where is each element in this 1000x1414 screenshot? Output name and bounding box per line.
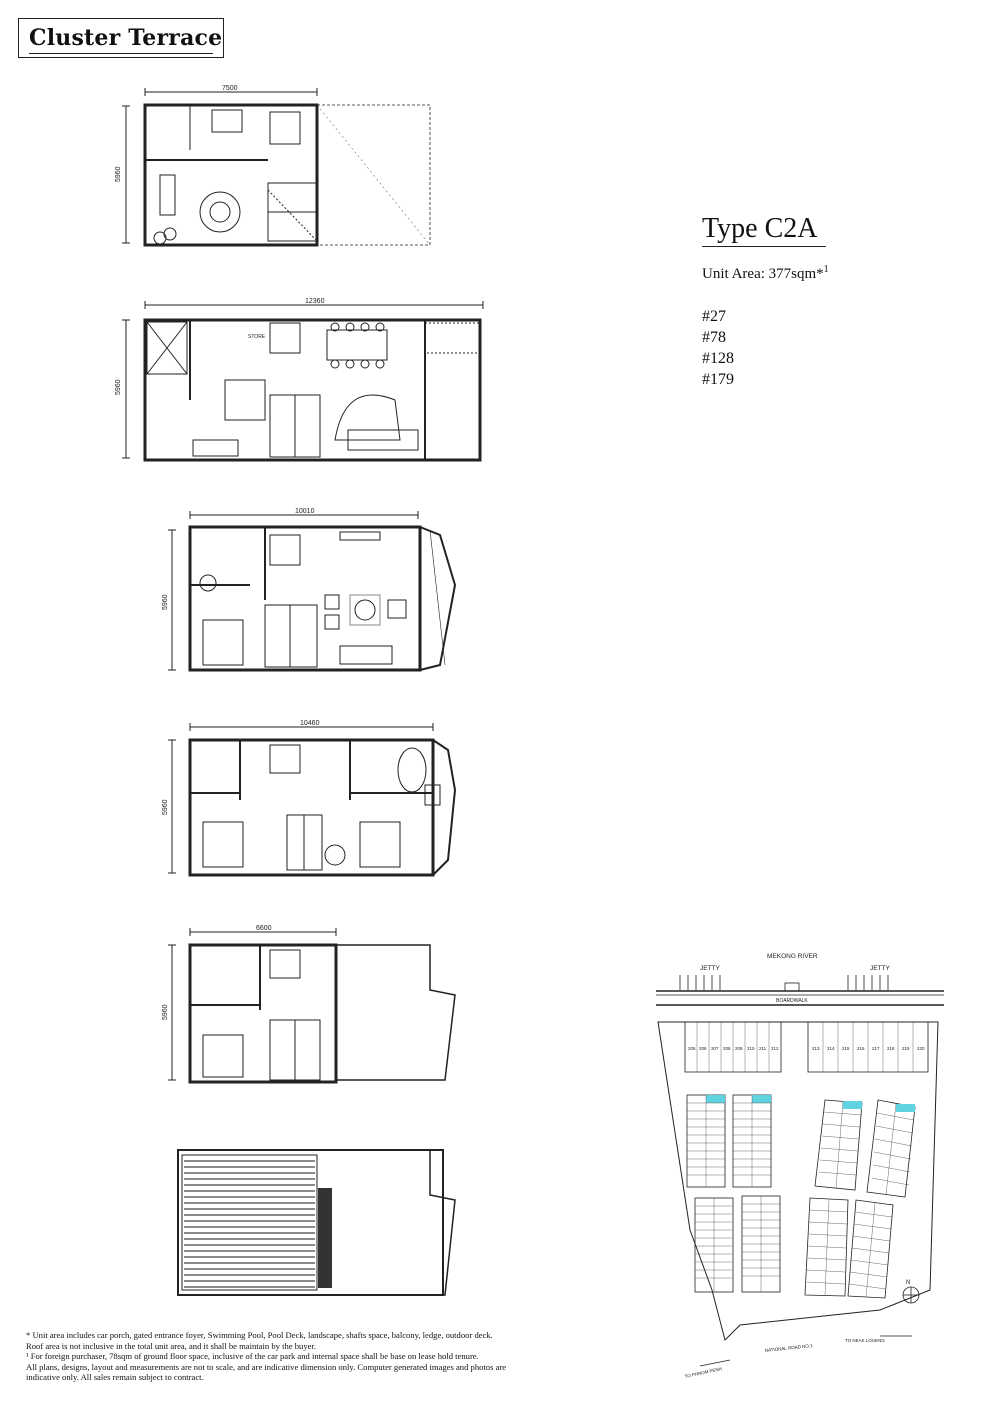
footnote-line: All plans, designs, layout and measurements are not to scale, and are indicative dimension only. Computer generated images and photos are (26, 1361, 507, 1372)
site-unit-label: 207 (711, 1046, 719, 1051)
site-unit-label: 217 (872, 1046, 880, 1051)
highlighted-units (706, 1095, 915, 1112)
north-label: N (906, 1280, 911, 1286)
plan3-depth-dim: 5960 (162, 594, 169, 610)
jetty-right-label: JETTY (870, 965, 890, 972)
site-unit-label: 218 (887, 1046, 895, 1051)
unit-number: #78 (702, 329, 726, 346)
plan1-depth-dim: 5960 (115, 166, 122, 182)
site-unit-label: 208 (723, 1046, 731, 1051)
plan2-width-dim: 12360 (305, 298, 325, 305)
footnotes (26, 1330, 646, 1383)
site-unit-label: 214 (827, 1046, 835, 1051)
unit-number: #179 (702, 371, 734, 388)
highlight-unit-78 (752, 1095, 771, 1103)
highlight-unit-128 (843, 1101, 862, 1109)
unit-number: #27 (702, 308, 726, 325)
site-unit-label: 210 (747, 1046, 755, 1051)
store-label: STORE (248, 334, 266, 340)
page-title: Cluster Terrace (29, 25, 223, 51)
boardwalk-label: BOARDWALK (776, 998, 808, 1004)
footnote-line: ¹ For foreign purchaser, 78sqm of ground floor space, inclusive of the car park and internal space shall be base on lease hold tenure. (26, 1351, 479, 1362)
plan1-width-dim: 7500 (222, 85, 238, 92)
site-unit-label: 211 (759, 1046, 767, 1051)
unit-number: #128 (702, 350, 734, 367)
site-unit-label: 219 (902, 1046, 910, 1051)
site-unit-label: 220 (917, 1046, 925, 1051)
to-neak-loueng-label: TO NEAK LOUENG (845, 1338, 885, 1343)
unit-type-title: Type C2A (702, 213, 818, 244)
site-unit-label: 212 (771, 1046, 779, 1051)
unit-area-label: Unit Area: (702, 266, 765, 282)
site-unit-label: 216 (857, 1046, 865, 1051)
plan4-depth-dim: 5960 (162, 799, 169, 815)
road-label: NATIONAL ROAD NO.1 (764, 1343, 813, 1353)
footnote-line: indicative only. All sales remain subject to contract. (26, 1372, 204, 1383)
plan2-depth-dim: 5960 (115, 379, 122, 395)
river-label: MEKONG RIVER (767, 953, 818, 960)
site-unit-label: 209 (735, 1046, 743, 1051)
plan5-depth-dim: 5960 (162, 1004, 169, 1020)
unit-area-footnote-mark: 1 (823, 264, 829, 275)
site-unit-label: 213 (812, 1046, 820, 1051)
plan3-width-dim: 10010 (295, 508, 315, 515)
to-phnom-penh-label: TO PHNOM PENH (684, 1366, 723, 1379)
highlight-unit-179 (896, 1104, 915, 1112)
footnote-line: Roof area is not inclusive in the total unit area, and it shall be maintain by the buyer. (26, 1340, 316, 1351)
site-unit-label: 205 (688, 1046, 696, 1051)
plan4-width-dim: 10460 (300, 720, 320, 727)
jetty-left-label: JETTY (700, 965, 720, 972)
highlight-unit-27 (706, 1095, 725, 1103)
plan5-width-dim: 6600 (256, 925, 272, 932)
footnote-line: * Unit area includes car porch, gated entrance foyer, Swimming Pool, Pool Deck, landscape, shafts space, balcony, ledge, outdoor deck. (26, 1330, 493, 1340)
unit-area-value: 377sqm* (768, 266, 824, 282)
site-plan-grid-lines (687, 1022, 914, 1297)
site-unit-label: 215 (842, 1046, 850, 1051)
site-unit-label: 206 (699, 1046, 707, 1051)
